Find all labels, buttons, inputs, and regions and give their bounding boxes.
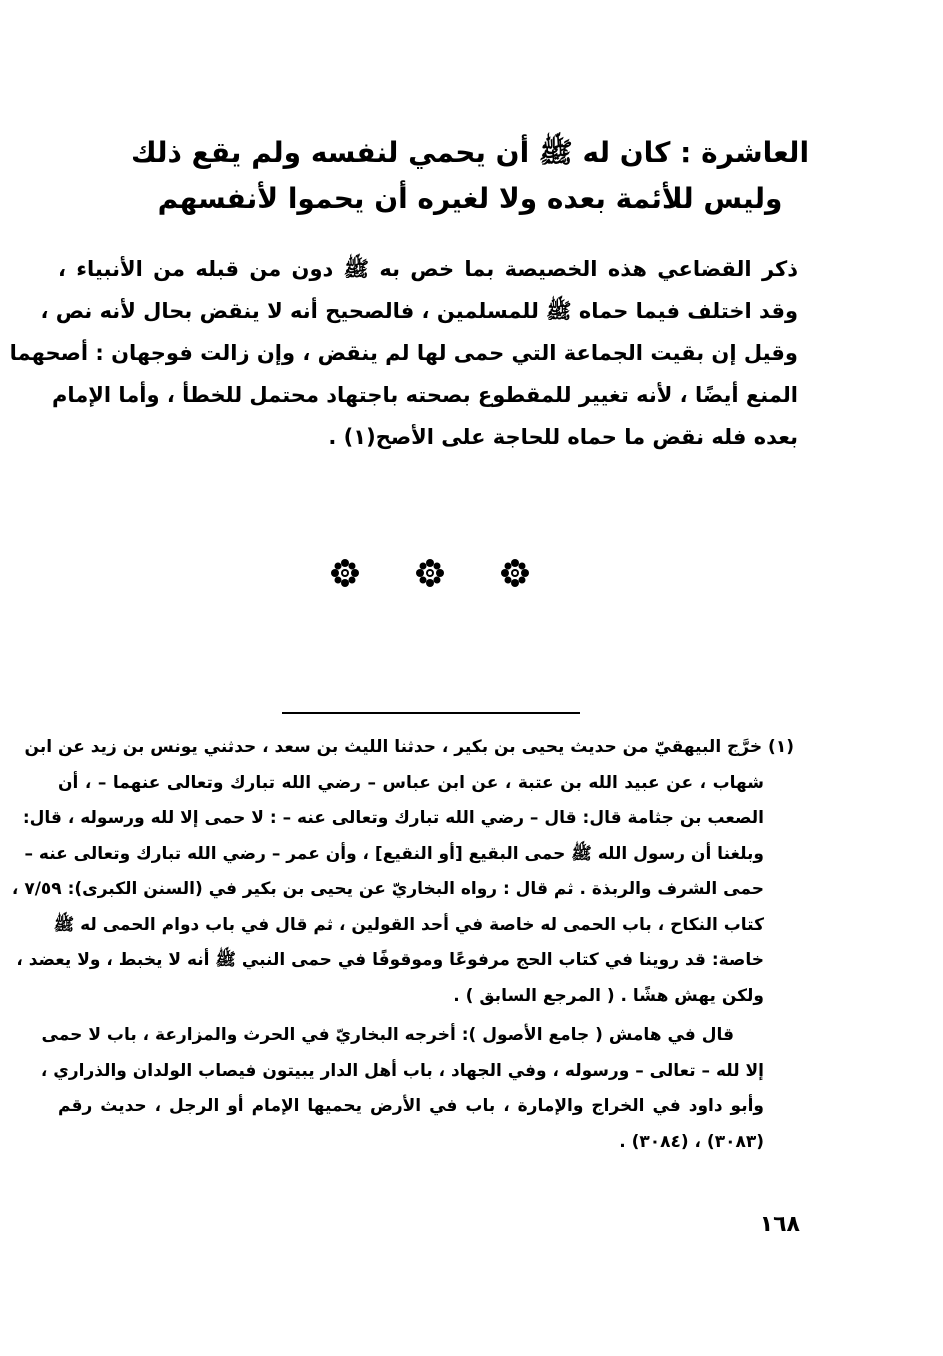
section-title: [120, 130, 820, 222]
footnote-line: قال في هامش ( جامع الأصول ): أخرجه البخاريّ في الحرث والمزارعة ، باب لا حمى: [41, 1025, 734, 1045]
footnote-line: وأبو داود في الخراج والإمارة ، باب في الأرض يحميها الإمام أو الرجل ، حديث رقم: [58, 1096, 764, 1116]
body-line: وقيل إن بقيت الجماعة التي حمى لها لم ينقض ، وإن زالت فوجهان : أصحهما: [9, 341, 798, 365]
footnote-line: كتاب النكاح ، باب الحمى له خاصة في أحد القولين ، ثم قال في باب دوام الحمى له ﷺ: [53, 914, 764, 935]
footnotes: [11, 730, 794, 1160]
footnote-line: خاصة: قد روينا في كتاب الحج مرفوعًا وموقوفًا في حمى النبي ﷺ أنه لا يخبط ، ولا يعضد ،: [16, 950, 764, 970]
footnote-line: شهاب ، عن عبيد الله بن عتبة ، عن ابن عباس – رضي الله تبارك وتعالى عنهما – ، أن: [58, 772, 764, 793]
title-line-2: وليس للأئمة بعده ولا لغيره أن يحموا لأنفسهم: [157, 182, 783, 215]
footnote-line: الصعب بن جثامة قال: قال – رضي الله تبارك وتعالى عنه – : لا حمى إلا لله ورسوله ، قال:: [22, 808, 764, 828]
floral-ornament-icon: [500, 558, 530, 588]
footnote-line: إلا لله – تعالى – ورسوله ، وفي الجهاد ، باب أهل الدار يبيتون فيصاب الولدان والذراري ،: [40, 1060, 764, 1081]
floral-ornament-icon: [415, 558, 445, 588]
footnote-line: حمى الشرف والربذة . ثم قال : رواه البخاريّ عن يحيى بن بكير في (السنن الكبرى): ٧/٥٩ ،: [11, 879, 764, 899]
title-line-1: العاشرة : كان له ﷺ أن يحمي لنفسه ولم يقع ذلك: [130, 136, 810, 169]
footnote-separator: [282, 712, 580, 714]
footnote-line: ولكن يهش هشًا . ( المرجع السابق ) .: [453, 985, 764, 1006]
section-divider-ornaments: [330, 555, 530, 591]
body-line: بعده فله نقض ما حماه للحاجة على الأصح(١) .: [328, 425, 798, 449]
body-line: ذكر القضاعي هذه الخصيصة بما خص به ﷺ دون من قبله من الأنبياء ،: [58, 257, 798, 281]
footnote-line: (٣٠٨٣) ، (٣٠٨٤) .: [619, 1131, 764, 1152]
body-line: المنع أيضًا ، لأنه تغيير للمقطوع بصحته باجتهاد محتمل للخطأ ، وأما الإمام: [52, 383, 798, 407]
footnote-line: (١) خرَّج البيهقيّ من حديث يحيى بن بكير ، حدثنا الليث بن سعد ، حدثني يونس بن زيد عن ابن: [24, 737, 794, 757]
floral-ornament-icon: [330, 558, 360, 588]
body-paragraph: [9, 248, 798, 458]
page-number: ١٦٨: [759, 1212, 800, 1237]
footnote-line: وبلغنا أن رسول الله ﷺ حمى البقيع [أو النقيع] ، وأن عمر – رضي الله تبارك وتعالى عنه –: [24, 843, 764, 864]
body-line: وقد اختلف فيما حماه ﷺ للمسلمين ، فالصحيح أنه لا ينقض بحال لأنه نص ،: [40, 299, 798, 323]
